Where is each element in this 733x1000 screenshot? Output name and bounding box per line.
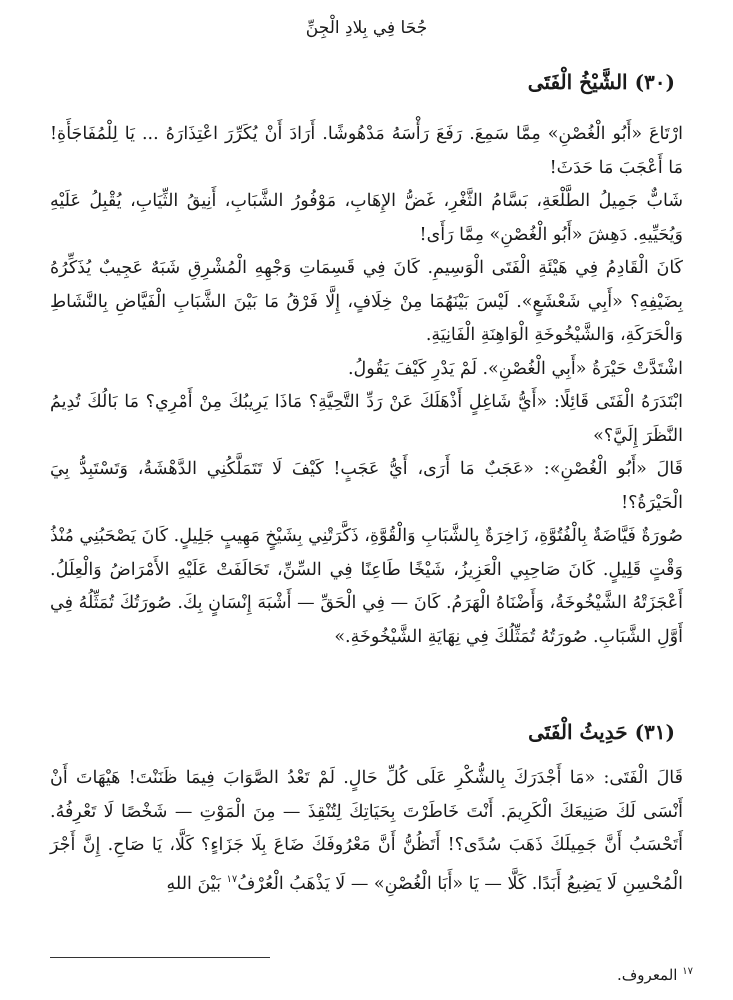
paragraph: صُورَةٌ فَيَّاضَةٌ بِالْفُتُوَّةِ، زَاخِرَةٌ بِالشَّبَابِ وَالْقُوَّةِ، ذَكَّرَتْنِي بِشَيْخٍ مَهِيبٍ جَلِيلٍ. كَانَ يَصْحَبُنِي مُنْذُ وَقْتٍ قَلِيلٍ. كَانَ صَاحِبِي الْعَزِيزُ، شَيْخًا طَاعِنًا فِي السِّنِّ، تَحَالَفَتْ عَلَيْهِ الأَمْرَاضُ وَالْعِلَلُ. أَعْجَزَتْهُ الشَّيْخُوخَةُ، وَأَضْنَاهُ الْهَرَمُ. كَانَ — فِي الْحَقِّ — أَشْبَهَ إِنْسَانٍ بِكَ. صُورَتُكَ تُمَثِّلُهُ فِي أَوَّلِ الشَّبَابِ. صُورَتُهُ تُمَثِّلُكَ فِي نِهَايَةِ الشَّيْخُوخَةِ.» xyxy=(50,526,683,647)
paragraph xyxy=(50,762,683,901)
footnote-text: المعروف. xyxy=(616,966,678,984)
footnote-reference: ١٧ xyxy=(226,873,238,885)
footnote xyxy=(617,966,693,984)
paragraph: ابْتَدَرَهُ الْفَتَى قَائِلًا: «أَيُّ شَاغِلٍ أَذْهَلَكَ عَنْ رَدِّ التَّحِيَّةِ؟ مَاذَا يَرِيبُكَ مِنْ أَمْرِي؟ مَا بَالُكَ تُدِيمُ النَّظَرَ إِلَيَّ؟» xyxy=(50,392,683,446)
running-head: جُحَا فِي بِلادِ الْجِنِّ xyxy=(305,18,428,38)
paragraph-continuation: بَيْنَ اللهِ xyxy=(166,873,221,894)
footnote-divider xyxy=(50,957,270,958)
section-31-body xyxy=(50,762,683,901)
section-30-body xyxy=(50,118,683,654)
section-heading-30: (٣٠) الشَّيْخُ الْفَتَى xyxy=(527,70,675,94)
paragraph: اشْتَدَّتْ حَيْرَةُ «أَبِي الْغُصْنِ». لَمْ يَدْرِ كَيْفَ يَقُولُ. xyxy=(347,358,683,379)
paragraph: شَابٌّ جَمِيلُ الطَّلْعَةِ، بَسَّامُ الثَّغْرِ، غَضُّ الإِهَابِ، مَوْفُورُ الشَّبَابِ، أَنِيقُ الثِّيَابِ، يُقْبِلُ عَلَيْهِ وَيُحَيِّيهِ. دَهِشَ «أَبُو الْغُصْنِ» مِمَّا رَأَى! xyxy=(50,191,683,245)
paragraph-text: قَالَ الْفَتَى: «مَا أَجْدَرَكَ بِالشُّكْرِ عَلَى كُلِّ حَالٍ. لَمْ تَعْدُ الصَّوَابَ فِيمَا ظَنَنْتَ! هَيْهَاتَ أَنْ أَنْسَى لَكَ صَنِيعَكَ الْكَرِيمَ. أَنْتَ خَاطَرْتَ بِحَيَاتِكَ لِتُنْقِذَ — مِنَ الْمَوْتِ — شَخْصًا لَا تَعْرِفُهُ. أَتَحْسَبُ أَنَّ جَمِيلَكَ ذَهَبَ سُدًى؟! أَتَظُنُّ أَنَّ مَعْرُوفَكَ ضَاعَ بِلَا جَزَاءٍ؟ كَلَّا، يَا صَاحِ. إِنَّ أَجْرَ الْمُحْسِنِ لَا يَضِيعُ أَبَدًا. كَلَّا — يَا «أَبَا الْغُصْنِ» — لَا يَذْهَبُ الْعُرْفُ xyxy=(50,768,683,894)
paragraph: كَانَ الْقَادِمُ فِي هَيْئَةِ الْفَتَى الْوَسِيمِ. كَانَ فِي قَسِمَاتِ وَجْهِهِ الْمُشْرِقِ شَبَهٌ عَجِيبٌ يُذَكِّرُهُ بِضَيْفِهِ؟ «أَبِي شَعْشَعٍ». لَيْسَ بَيْنَهُمَا مِنْ خِلَافٍ، إِلَّا فَرْقُ مَا بَيْنَ الشَّبَابِ الْفَيَّاضِ بِالنَّشَاطِ وَالْحَرَكَةِ، وَالشَّيْخُوخَةِ الْوَاهِنَةِ الْفَانِيَةِ. xyxy=(50,258,683,345)
footnote-marker: ١٧ xyxy=(682,966,693,977)
paragraph: قَالَ «أَبُو الْغُصْنِ»: «عَجَبٌ مَا أَرَى، أَيُّ عَجَبٍ! كَيْفَ لَا تَتَمَلَّكُنِي الدَّهْشَةُ، وَتَسْتَبِدُّ بِيَ الْحَيْرَةُ؟! xyxy=(50,459,683,513)
paragraph: ارْتَاعَ «أَبُو الْغُصْنِ» مِمَّا سَمِعَ. رَفَعَ رَأْسَهُ مَدْهُوشًا. أَرَادَ أَنْ يُكَرِّرَ اعْتِذَارَهُ ... يَا لِلْمُفَاجَأَةِ! مَا أَعْجَبَ مَا حَدَثَ! xyxy=(50,124,683,178)
section-heading-31: (٣١) حَدِيثُ الْفَتَى xyxy=(528,720,675,744)
